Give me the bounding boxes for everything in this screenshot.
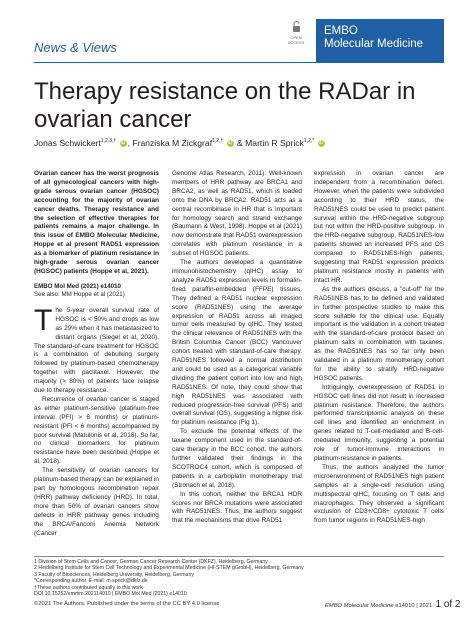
author-list: Jonas Schwickert$^{1,2,3,\dagger}$ iD , Franziska M Zickgraf$^{1,2,\dagger}$ iD & Martin R Sprick$^{1,2,*}$ iD [34,138,324,148]
license-footer: ©2021 The Authors. Published under the terms of the CC BY 4.0 license [34,601,220,607]
author-affiliation: 1,2,* [303,138,315,145]
body-paragraph: The sensitivity of ovarian cancers for platinum-based therapy can be explained in part by homologous recombination repair (HRR) pathway deficiency (HRD). In total, more than 50% of ovarian cancers show defects in HRR pathway genes including the BRCA/Fanconi Anemia Network (Cancer [34,467,159,537]
affiliation-footnote: 2 Heidelberg Institute for Stem Cell Technology and Experimental Medicine (HI-STEM gGmbH), Heidelberg, Germany [34,565,304,572]
journal-name-line1: EMBO [324,25,358,37]
title-line-1: Therapy resistance on the RADar in [34,78,416,105]
equal-contribution-note: †These authors contributed equally to this work [34,584,143,591]
drop-cap: T [34,303,53,337]
title-line-2: ovarian cancer [34,106,192,133]
journal-name-line2: Molecular Medicine [324,38,424,50]
affiliation-footnote: 1 Division of Stem Cells and Cancer, German Cancer Research Center (DKFZ), Heidelberg, Germany [34,559,268,565]
author-separator: & [237,138,243,148]
doi-line[interactable]: DOI 10.15252/emmm.202114010 | EMBO Mol Med (2021) e14010 [34,591,187,598]
orcid-icon[interactable]: iD [120,140,126,147]
body-paragraph: expression in ovarian cancer are independent from a recombination defect. However, when the patients were subdivided according to their HRD status, the RAD51NES could be used to predict patient survival within the HRD-negative subgroup but not within the HRD-positive subgroup. In the HRD-negative subgroup, RAD51NES-low patients showed an increased PFS and OS compared to RAD51NES-high patients, suggesting that RAD51 expression predicts platinum resistance mostly in patients with intact HR. [314,170,444,284]
body-paragraph: To exclude the potential effects of the taxane component used in the standard-of-care therapy in the BCC cohort, the authors further validated their findings in the SCOTROC4 cohort, which is composed of patients in a carboplatin monotherapy trial (Stronach et al, 2018). [172,428,302,489]
body-paragraph: Recurrence of ovarian cancer is staged as either platinum-sensitive (platinum-free interval (PFI) > 6 months) or platinum-resistant (PFI < 6 months) accompanied by poor survival (Matulonis et al, 2016). So far, no clinical biomarkers for platinum resistance have been described (Hoppe et al, 2018). [34,395,159,466]
footer-journal: EMBO Molecular Medicine [325,603,394,609]
orcid-icon[interactable]: iD [227,140,233,147]
header-divider [34,62,443,63]
page-number: 1 of 2 [435,599,461,610]
footnote-divider [34,556,444,557]
corresponding-author[interactable]: *Corresponding author. E-mail: m.sprick@dkfz.de [34,578,148,585]
body-paragraph: In this cohort, neither the BRCA1 HDR scores nor BRCA mutations were associated with RAD51NES. Thus, the authors suggest that the mechanisms that drive RAD51 [172,490,302,525]
column-1 [34,170,159,538]
body-paragraph: Thus, the authors analyzed the tumor microenvironment of RAD51NES high patient samples at a single-cell resolution using multispectral qIHC, focusing on T cells and macrophages. They observed a significant exclusion of CD3+/CD8+ cytotoxic T cells from tumor regions in RAD51NES-high [314,463,444,525]
citation: EMBO Mol Med (2021) e14010 [34,282,121,290]
affiliation-footnote: 3 Faculty of Biosciences, Heidelberg University, Heidelberg, Germany [34,571,194,578]
body-paragraph: he 5-year overall survival rate of HGSOC is < 50% and drops as low as 29% when it has metastasized to distant organs (Siegel et al, 2020). The standard-of-care treatment for HGSOC is a combination of debulking surgery followed by platinum-based chemotherapy together with paclitaxel. However, the majority (> 80%) of patients face relapse due to therapy resistance. [34,306,159,395]
column-2 [172,170,302,526]
author-name[interactable]: Franziska M Zickgraf [132,138,213,148]
footnotes [34,559,444,597]
see-also-link[interactable]: See also: MM Hoppe et al (2021) [34,290,125,298]
article-title [34,78,444,134]
open-access-label: OPEN ACCESS [287,35,305,45]
open-lock-icon [292,21,301,33]
body-paragraph: Genome Atlas Research, 2011). Well-known members of HRR pathway are BRCA1 and BRCA2, as well as RAD51, which is loaded onto the DNA by BRCA2. RAD51 acts as a central recombinase in HR that is important for homology search and strand exchange (Baumann & West, 1998). Hoppe et al (2021) now demonstrate that RAD51 overexpression correlates with platinum resistance in a subset of HGSOC patients. [172,170,302,258]
author-name[interactable]: Jonas Schwickert [34,138,101,148]
open-access-badge [285,21,307,45]
orcid-icon[interactable]: iD [318,140,324,147]
page-footer [325,599,460,610]
abstract: Ovarian cancer has the worst prognosis of all gynecological cancers with high-grade serous ovarian cancer (HGSOC) accounting for the majority of ovarian cancer deaths. Therapy resistance and the selection of effective therapies for patients remains a major challenge. In this issue of EMBO Molecular Medicine, Hoppe et al present RAD51 expression as a biomarker of platinum resistance in high-grade serous ovarian cancer (HGSOC) patients (Hoppe et al, 2021). [34,170,159,275]
author-affiliation: 1,2,† [212,138,224,145]
section-label: News & Views [34,40,117,55]
body-paragraph: As the authors discuss, a "cut-off" for the RAD51NES has to be defined and validated in further prospective studies to make this score suitable for the clinical use. Equally important is the validation in a cohort treated with the standard-of-care protocol based on platinum salts in combination with taxanes, as the RAD51NES has so far only been validated in a platinum monotherapy cohort for the ability to stratify HRD-negative HGSOC patients. [314,285,444,382]
footer-article-id: e14010 | 2021 [395,603,433,609]
author-name[interactable]: Martin R Sprick [245,138,304,148]
column-3 [314,170,444,526]
author-affiliation: 1,2,3,† [100,138,117,145]
body-paragraph: Intriguingly, overexpression of RAD51 in HGSOC cell lines did not result in increased platinum resistance. Therefore, the authors performed transcriptomic analysis on these cell lines and identified an enrichment in genes related to T-cell-mediated and B-cell-mediated immunity, suggesting a potential role of tumor-immune interactions in platinum-resistance in patients. [314,383,444,462]
body-paragraph: The authors developed a quantitative immunohistochemistry (qIHC) assay to analyze RAD51 expression levels in formalin-fixed paraffin-embedded (FFPE) tissues. They defined a RAD51 nuclear expression score (RAD51NES) using the average expression of RAD51 across all imaged tumor cells measured by qIHC. They tested the clinical relevance of RAD51NES with the British Columbia Cancer (BCC) Vancouver cohort treated with standard-of-care therapy. RAD51NES followed a normal distribution and could be used as a categorical variable dividing the patient cohort into low and high RAD51NES. Of note, they could show that high RAD51NES was associated with reduced progression-free survival (PFS) and overall survival (OS), suggesting a higher risk for platinum resistance (Fig 1). [172,259,302,427]
journal-logo [316,19,444,63]
